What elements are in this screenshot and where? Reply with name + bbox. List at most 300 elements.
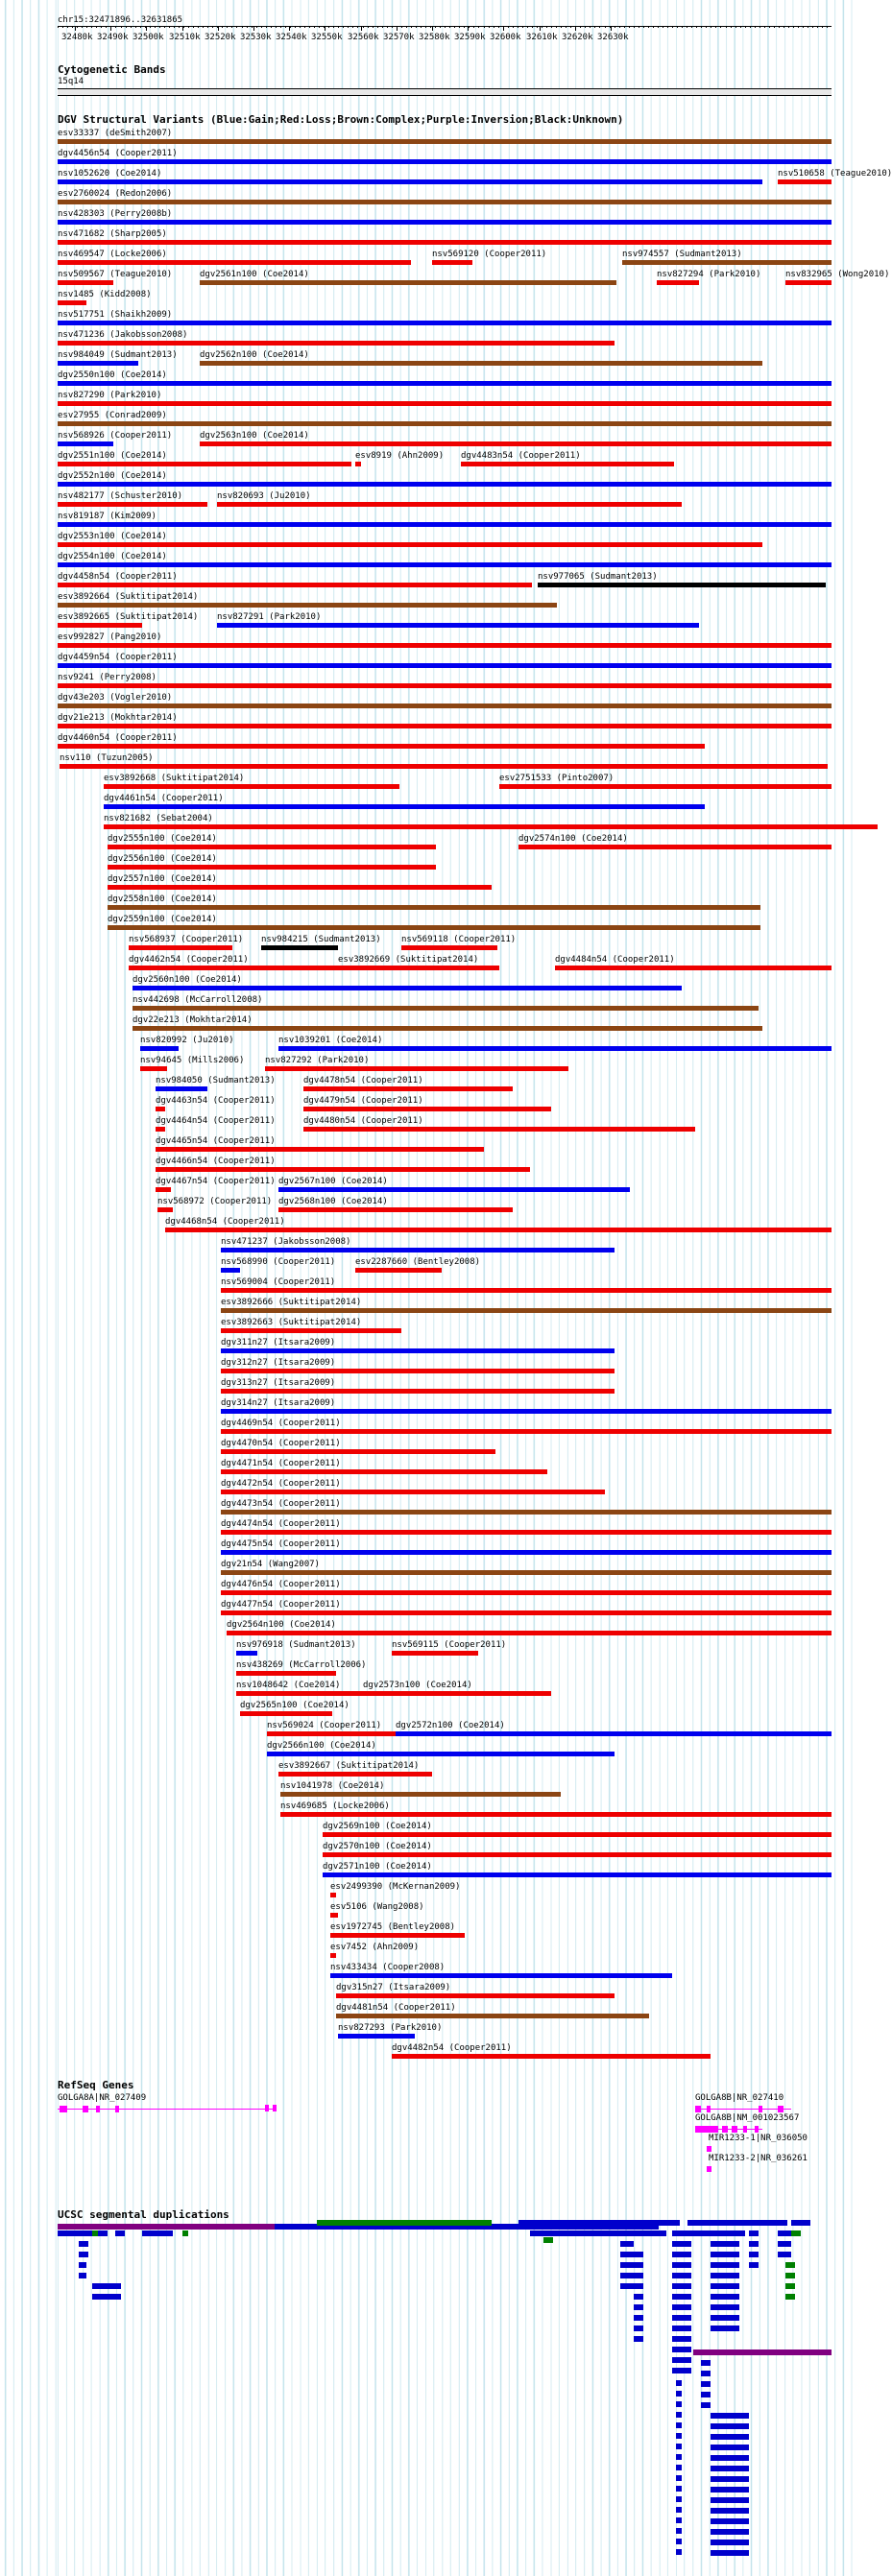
segdup-feature[interactable] (672, 2304, 691, 2310)
segdup-feature[interactable] (672, 2326, 691, 2331)
variant-bar[interactable] (108, 865, 436, 870)
segdup-feature[interactable] (711, 2413, 749, 2419)
variant-label[interactable]: nsv974557 (Sudmant2013) (622, 250, 742, 259)
variant-bar[interactable] (323, 1832, 832, 1837)
variant-label[interactable]: nsv568972 (Cooper2011) (157, 1197, 273, 1206)
variant-label[interactable]: nsv1041978 (Coe2014) (280, 1781, 385, 1791)
variant-bar[interactable] (221, 1570, 832, 1575)
variant-bar[interactable] (330, 1953, 336, 1958)
variant-label[interactable]: nsv984215 (Sudmant2013) (261, 935, 381, 944)
variant-label[interactable]: dgv4469n54 (Cooper2011) (221, 1419, 341, 1428)
variant-label[interactable]: nsv568937 (Cooper2011) (129, 935, 244, 944)
segdup-feature[interactable] (676, 2496, 682, 2502)
variant-label[interactable]: nsv471237 (Jakobsson2008) (221, 1237, 351, 1247)
variant-label[interactable]: nsv471682 (Sharp2005) (58, 229, 167, 239)
variant-bar[interactable] (133, 986, 682, 990)
variant-label[interactable]: dgv43e203 (Vogler2010) (58, 693, 173, 703)
segdup-feature[interactable] (672, 2336, 691, 2342)
variant-label[interactable]: dgv2555n100 (Coe2014) (108, 834, 217, 844)
variant-label[interactable]: nsv569118 (Cooper2011) (401, 935, 517, 944)
segdup-feature[interactable] (676, 2486, 682, 2492)
variant-bar[interactable] (58, 724, 832, 728)
segdup-feature[interactable] (634, 2336, 643, 2342)
segdup-feature[interactable] (711, 2550, 749, 2556)
variant-label[interactable]: dgv314n27 (Itsara2009) (221, 1398, 336, 1408)
segdup-feature[interactable] (676, 2433, 682, 2439)
segdup-feature[interactable] (711, 2315, 739, 2321)
segdup-feature[interactable] (518, 2220, 680, 2226)
variant-label[interactable]: dgv2565n100 (Coe2014) (240, 1701, 350, 1710)
variant-label[interactable]: dgv2562n100 (Coe2014) (200, 350, 309, 360)
variant-bar[interactable] (330, 1973, 672, 1978)
segdup-feature[interactable] (791, 2220, 810, 2226)
variant-label[interactable]: dgv4475n54 (Cooper2011) (221, 1539, 341, 1549)
variant-label[interactable]: dgv2558n100 (Coe2014) (108, 894, 217, 904)
variant-label[interactable]: dgv2561n100 (Coe2014) (200, 270, 309, 279)
variant-bar[interactable] (58, 220, 832, 225)
variant-bar[interactable] (58, 240, 832, 245)
variant-label[interactable]: nsv469685 (Locke2006) (280, 1801, 390, 1811)
segdup-feature[interactable] (672, 2262, 691, 2268)
variant-bar[interactable] (58, 341, 615, 346)
gene-exon[interactable] (273, 2105, 277, 2111)
gene-exon[interactable] (778, 2106, 784, 2112)
variant-bar[interactable] (58, 542, 762, 547)
variant-label[interactable]: nsv568990 (Cooper2011) (221, 1257, 336, 1267)
variant-bar[interactable] (363, 1691, 551, 1696)
variant-bar[interactable] (58, 482, 832, 487)
segdup-feature[interactable] (676, 2412, 682, 2418)
gene-exon[interactable] (732, 2126, 737, 2133)
variant-label[interactable]: nsv827292 (Park2010) (265, 1056, 370, 1065)
variant-bar[interactable] (221, 1308, 832, 1313)
variant-label[interactable]: nsv832965 (Wong2010) (785, 270, 890, 279)
variant-bar[interactable] (58, 744, 705, 749)
variant-label[interactable]: nsv568926 (Cooper2011) (58, 431, 173, 441)
gene-exon[interactable] (83, 2106, 88, 2112)
segdup-feature[interactable] (79, 2262, 86, 2268)
segdup-feature[interactable] (711, 2294, 739, 2300)
variant-label[interactable]: dgv2553n100 (Coe2014) (58, 532, 167, 541)
variant-bar[interactable] (461, 462, 674, 466)
variant-label[interactable]: nsv9241 (Perry2008) (58, 673, 157, 682)
variant-label[interactable]: dgv4478n54 (Cooper2011) (303, 1076, 423, 1085)
variant-label[interactable]: nsv569120 (Cooper2011) (432, 250, 547, 259)
segdup-feature[interactable] (620, 2273, 643, 2278)
variant-label[interactable]: esv2499390 (McKernan2009) (330, 1882, 461, 1892)
segdup-feature[interactable] (543, 2237, 553, 2243)
variant-label[interactable]: esv3892665 (Suktitipat2014) (58, 612, 199, 622)
variant-label[interactable]: dgv2554n100 (Coe2014) (58, 552, 167, 561)
variant-bar[interactable] (58, 361, 138, 366)
variant-label[interactable]: dgv2551n100 (Coe2014) (58, 451, 167, 461)
variant-label[interactable]: dgv2563n100 (Coe2014) (200, 431, 309, 441)
cyto-track-title[interactable]: Cytogenetic Bands (58, 63, 166, 76)
variant-bar[interactable] (221, 1248, 615, 1252)
variant-label[interactable]: dgv2571n100 (Coe2014) (323, 1862, 432, 1872)
variant-bar[interactable] (392, 1651, 478, 1656)
variant-label[interactable]: dgv2574n100 (Coe2014) (518, 834, 628, 844)
variant-bar[interactable] (58, 462, 351, 466)
variant-bar[interactable] (58, 441, 113, 446)
variant-bar[interactable] (156, 1187, 171, 1192)
variant-label[interactable]: nsv110 (Tuzun2005) (60, 753, 154, 763)
variant-bar[interactable] (217, 623, 699, 628)
variant-bar[interactable] (58, 300, 86, 305)
variant-bar[interactable] (278, 1772, 432, 1777)
segdup-feature[interactable] (711, 2304, 739, 2310)
variant-bar[interactable] (338, 2034, 415, 2039)
variant-bar[interactable] (221, 1610, 832, 1615)
gene-intron-line[interactable] (58, 2109, 277, 2110)
variant-label[interactable]: nsv569004 (Cooper2011) (221, 1277, 336, 1287)
segdup-feature[interactable] (634, 2315, 643, 2321)
variant-bar[interactable] (267, 1752, 615, 1756)
variant-bar[interactable] (104, 804, 705, 809)
variant-bar[interactable] (323, 1872, 832, 1877)
segdup-feature[interactable] (749, 2230, 759, 2236)
variant-bar[interactable] (58, 522, 832, 527)
segdup-feature[interactable] (711, 2487, 749, 2493)
segdup-feature[interactable] (672, 2230, 711, 2236)
variant-label[interactable]: esv2760024 (Redon2006) (58, 189, 173, 199)
variant-bar[interactable] (303, 1086, 513, 1091)
variant-label[interactable]: dgv2570n100 (Coe2014) (323, 1842, 432, 1851)
variant-bar[interactable] (108, 905, 760, 910)
variant-label[interactable]: dgv313n27 (Itsara2009) (221, 1378, 336, 1388)
segdup-feature[interactable] (92, 2294, 121, 2300)
variant-bar[interactable] (133, 1006, 759, 1011)
variant-label[interactable]: nsv977065 (Sudmant2013) (538, 572, 658, 582)
variant-bar[interactable] (278, 1207, 513, 1212)
variant-label[interactable]: nsv820992 (Ju2010) (140, 1036, 234, 1045)
variant-bar[interactable] (156, 1086, 207, 1091)
variant-bar[interactable] (58, 643, 832, 648)
segdup-feature[interactable] (785, 2294, 795, 2300)
segdup-feature[interactable] (693, 2349, 832, 2355)
segdup-feature[interactable] (778, 2230, 791, 2236)
segdup-feature[interactable] (672, 2252, 691, 2257)
variant-bar[interactable] (108, 845, 436, 849)
variant-bar[interactable] (355, 462, 361, 466)
variant-bar[interactable] (303, 1127, 695, 1132)
segdup-feature[interactable] (58, 2230, 108, 2236)
segdup-feature[interactable] (701, 2402, 711, 2408)
segdup-feature[interactable] (711, 2423, 749, 2429)
variant-bar[interactable] (58, 663, 832, 668)
variant-bar[interactable] (330, 1933, 465, 1938)
segdup-feature[interactable] (711, 2455, 749, 2461)
segdup-feature[interactable] (672, 2357, 691, 2363)
segdup-feature[interactable] (711, 2273, 739, 2278)
variant-label[interactable]: nsv509567 (Teague2010) (58, 270, 173, 279)
variant-label[interactable]: nsv827294 (Park2010) (657, 270, 761, 279)
variant-label[interactable]: esv1972745 (Bentley2008) (330, 1922, 456, 1932)
segdup-feature[interactable] (676, 2380, 682, 2386)
variant-bar[interactable] (338, 966, 499, 970)
variant-label[interactable]: dgv4472n54 (Cooper2011) (221, 1479, 341, 1489)
gene-exon[interactable] (759, 2106, 762, 2112)
variant-label[interactable]: esv3892666 (Suktitipat2014) (221, 1298, 362, 1307)
variant-label[interactable]: dgv21e213 (Mokhtar2014) (58, 713, 178, 723)
variant-label[interactable]: nsv471236 (Jakobsson2008) (58, 330, 188, 340)
variant-label[interactable]: dgv2566n100 (Coe2014) (267, 1741, 376, 1751)
gene-label[interactable]: MIR1233-1|NR_036050 (709, 2134, 808, 2143)
cyto-band[interactable] (58, 88, 832, 96)
segdup-feature[interactable] (711, 2529, 749, 2535)
segdup-feature[interactable] (676, 2549, 682, 2555)
variant-bar[interactable] (156, 1147, 484, 1152)
segdup-feature[interactable] (672, 2273, 691, 2278)
segdup-feature[interactable] (79, 2273, 86, 2278)
variant-label[interactable]: nsv517751 (Shaikh2009) (58, 310, 173, 320)
variant-bar[interactable] (58, 381, 832, 386)
variant-label[interactable]: dgv2552n100 (Coe2014) (58, 471, 167, 481)
segdup-feature[interactable] (785, 2262, 795, 2268)
segdup-feature[interactable] (749, 2241, 759, 2247)
variant-label[interactable]: nsv510658 (Teague2010) (778, 169, 892, 179)
variant-bar[interactable] (280, 1812, 832, 1817)
variant-bar[interactable] (58, 159, 832, 164)
variant-bar[interactable] (221, 1590, 832, 1595)
segdup-feature[interactable] (672, 2368, 691, 2373)
gene-exon[interactable] (695, 2126, 718, 2133)
variant-bar[interactable] (221, 1469, 547, 1474)
variant-label[interactable]: esv992827 (Pang2010) (58, 632, 162, 642)
variant-bar[interactable] (392, 2054, 711, 2059)
gene-label[interactable]: MIR1233-2|NR_036261 (709, 2154, 808, 2163)
variant-label[interactable]: nsv827290 (Park2010) (58, 391, 162, 400)
segdup-feature[interactable] (711, 2262, 739, 2268)
variant-bar[interactable] (58, 704, 832, 708)
variant-bar[interactable] (129, 945, 232, 950)
variant-label[interactable]: dgv4470n54 (Cooper2011) (221, 1439, 341, 1448)
segdup-feature[interactable] (785, 2283, 795, 2289)
variant-bar[interactable] (221, 1288, 832, 1293)
segdup-feature[interactable] (620, 2262, 643, 2268)
segdup-feature[interactable] (672, 2315, 691, 2321)
variant-label[interactable]: esv8919 (Ahn2009) (355, 451, 445, 461)
variant-label[interactable]: dgv312n27 (Itsara2009) (221, 1358, 336, 1368)
variant-bar[interactable] (336, 2014, 649, 2018)
variant-label[interactable]: nsv984050 (Sudmant2013) (156, 1076, 276, 1085)
variant-label[interactable]: dgv2569n100 (Coe2014) (323, 1822, 432, 1831)
gene-label[interactable]: GOLGA8A|NR_027409 (58, 2093, 147, 2103)
variant-label[interactable]: dgv2559n100 (Coe2014) (108, 915, 217, 924)
variant-label[interactable]: dgv2573n100 (Coe2014) (363, 1681, 472, 1690)
variant-bar[interactable] (280, 1792, 561, 1797)
segdup-feature[interactable] (92, 2283, 121, 2289)
segdup-feature[interactable] (672, 2294, 691, 2300)
variant-bar[interactable] (58, 562, 832, 567)
variant-bar[interactable] (303, 1107, 551, 1111)
gene-exon[interactable] (115, 2106, 119, 2112)
segdup-feature[interactable] (791, 2230, 801, 2236)
variant-label[interactable]: dgv4480n54 (Cooper2011) (303, 1116, 423, 1126)
variant-label[interactable]: dgv4474n54 (Cooper2011) (221, 1519, 341, 1529)
segdup-feature[interactable] (687, 2220, 787, 2226)
variant-bar[interactable] (785, 280, 832, 285)
variant-bar[interactable] (555, 966, 832, 970)
variant-label[interactable]: esv33337 (deSmith2007) (58, 129, 173, 138)
segdup-feature[interactable] (701, 2371, 711, 2376)
variant-label[interactable]: nsv482177 (Schuster2010) (58, 491, 183, 501)
variant-bar[interactable] (221, 1348, 615, 1353)
variant-label[interactable]: dgv4464n54 (Cooper2011) (156, 1116, 276, 1126)
segdup-feature[interactable] (615, 2230, 666, 2236)
variant-bar[interactable] (657, 280, 699, 285)
variant-bar[interactable] (221, 1449, 495, 1454)
variant-label[interactable]: nsv827291 (Park2010) (217, 612, 322, 622)
segdup-feature[interactable] (79, 2252, 88, 2257)
gene-exon[interactable] (707, 2146, 711, 2152)
segdup-feature[interactable] (711, 2326, 739, 2331)
variant-bar[interactable] (165, 1228, 832, 1232)
variant-label[interactable]: dgv4456n54 (Cooper2011) (58, 149, 178, 158)
variant-label[interactable]: dgv4468n54 (Cooper2011) (165, 1217, 285, 1227)
segdup-feature[interactable] (701, 2360, 711, 2366)
variant-label[interactable]: dgv2572n100 (Coe2014) (396, 1721, 505, 1730)
gene-label[interactable]: GOLGA8B|NR_027410 (695, 2093, 784, 2103)
variant-label[interactable]: nsv1039201 (Coe2014) (278, 1036, 383, 1045)
variant-bar[interactable] (200, 280, 616, 285)
variant-bar[interactable] (401, 945, 497, 950)
segdup-feature[interactable] (778, 2241, 791, 2247)
variant-bar[interactable] (336, 1993, 615, 1998)
variant-bar[interactable] (58, 321, 832, 325)
variant-bar[interactable] (221, 1328, 401, 1333)
variant-label[interactable]: nsv976918 (Sudmant2013) (236, 1640, 356, 1650)
variant-bar[interactable] (58, 583, 532, 587)
variant-label[interactable]: dgv4484n54 (Cooper2011) (555, 955, 675, 965)
variant-bar[interactable] (58, 260, 411, 265)
variant-label[interactable]: dgv4460n54 (Cooper2011) (58, 733, 178, 743)
variant-bar[interactable] (227, 1631, 832, 1635)
segdup-feature[interactable] (530, 2230, 626, 2236)
segdup-feature[interactable] (711, 2230, 745, 2236)
segdup-feature[interactable] (711, 2540, 749, 2545)
variant-label[interactable]: esv3892664 (Suktitipat2014) (58, 592, 199, 602)
variant-bar[interactable] (58, 502, 207, 507)
variant-label[interactable]: esv7452 (Ahn2009) (330, 1943, 420, 1952)
segdup-feature[interactable] (778, 2252, 791, 2257)
variant-bar[interactable] (140, 1066, 167, 1071)
segdup-feature[interactable] (676, 2444, 682, 2449)
variant-bar[interactable] (778, 179, 832, 184)
variant-label[interactable]: nsv820693 (Ju2010) (217, 491, 311, 501)
gene-exon[interactable] (743, 2126, 747, 2133)
segdup-feature[interactable] (711, 2476, 749, 2482)
variant-label[interactable]: dgv2567n100 (Coe2014) (278, 1177, 388, 1186)
segdup-feature[interactable] (92, 2230, 98, 2236)
variant-bar[interactable] (518, 845, 832, 849)
variant-label[interactable]: dgv2560n100 (Coe2014) (133, 975, 242, 985)
variant-bar[interactable] (221, 1389, 615, 1394)
segdup-feature[interactable] (701, 2381, 711, 2387)
segdup-feature[interactable] (711, 2241, 739, 2247)
segdup-feature[interactable] (711, 2508, 749, 2514)
segdup-feature[interactable] (676, 2528, 682, 2534)
variant-bar[interactable] (58, 401, 832, 406)
segdup-feature[interactable] (711, 2497, 749, 2503)
variant-label[interactable]: esv2751533 (Pinto2007) (499, 774, 615, 783)
variant-label[interactable]: dgv4467n54 (Cooper2011) (156, 1177, 276, 1186)
segdup-feature[interactable] (711, 2434, 749, 2440)
variant-label[interactable]: dgv4473n54 (Cooper2011) (221, 1499, 341, 1509)
variant-label[interactable]: nsv442698 (McCarroll2008) (133, 995, 263, 1005)
variant-label[interactable]: nsv984049 (Sudmant2013) (58, 350, 178, 360)
variant-bar[interactable] (58, 421, 832, 426)
variant-label[interactable]: dgv315n27 (Itsara2009) (336, 1983, 451, 1992)
variant-label[interactable]: dgv4466n54 (Cooper2011) (156, 1157, 276, 1166)
variant-bar[interactable] (58, 139, 832, 144)
variant-label[interactable]: nsv1048642 (Coe2014) (236, 1681, 341, 1690)
variant-label[interactable]: nsv428303 (Perry2008b) (58, 209, 173, 219)
gene-exon[interactable] (707, 2166, 711, 2172)
segdup-feature[interactable] (634, 2304, 643, 2310)
variant-bar[interactable] (538, 583, 826, 587)
variant-label[interactable]: dgv4479n54 (Cooper2011) (303, 1096, 423, 1106)
variant-bar[interactable] (58, 623, 142, 628)
variant-label[interactable]: dgv4458n54 (Cooper2011) (58, 572, 178, 582)
variant-bar[interactable] (60, 764, 828, 769)
variant-label[interactable]: dgv4459n54 (Cooper2011) (58, 653, 178, 662)
variant-bar[interactable] (200, 361, 762, 366)
variant-bar[interactable] (108, 885, 492, 890)
variant-label[interactable]: dgv4477n54 (Cooper2011) (221, 1600, 341, 1610)
variant-bar[interactable] (58, 200, 832, 204)
segdup-feature[interactable] (672, 2347, 691, 2352)
variant-label[interactable]: esv2287660 (Bentley2008) (355, 1257, 481, 1267)
segdup-feature[interactable] (676, 2422, 682, 2428)
variant-label[interactable]: esv3892668 (Suktitipat2014) (104, 774, 245, 783)
variant-label[interactable]: nsv94645 (Mills2006) (140, 1056, 245, 1065)
variant-bar[interactable] (58, 179, 762, 184)
variant-bar[interactable] (432, 260, 472, 265)
segdup-feature[interactable] (676, 2475, 682, 2481)
variant-label[interactable]: nsv819187 (Kim2009) (58, 512, 157, 521)
variant-bar[interactable] (129, 966, 338, 970)
dgv-track-title[interactable]: DGV Structural Variants (Blue:Gain;Red:Loss;Brown:Complex;Purple:Inversion;Black:Unknown) (58, 113, 624, 126)
variant-label[interactable]: esv3892669 (Suktitipat2014) (338, 955, 479, 965)
variant-label[interactable]: esv27955 (Conrad2009) (58, 411, 167, 420)
variant-label[interactable]: nsv569115 (Cooper2011) (392, 1640, 507, 1650)
variant-label[interactable]: dgv2556n100 (Coe2014) (108, 854, 217, 864)
variant-label[interactable]: dgv4462n54 (Cooper2011) (129, 955, 249, 965)
variant-bar[interactable] (221, 1530, 832, 1535)
segdup-feature[interactable] (115, 2230, 125, 2236)
segdup-feature[interactable] (676, 2401, 682, 2407)
segdup-feature[interactable] (672, 2283, 691, 2289)
variant-label[interactable]: dgv2564n100 (Coe2014) (227, 1620, 336, 1630)
variant-bar[interactable] (156, 1127, 165, 1132)
variant-label[interactable]: nsv469547 (Locke2006) (58, 250, 167, 259)
segdup-feature[interactable] (711, 2466, 749, 2471)
variant-label[interactable]: dgv2557n100 (Coe2014) (108, 874, 217, 884)
segdup-feature[interactable] (58, 2224, 275, 2230)
variant-bar[interactable] (157, 1207, 173, 1212)
segdup-feature[interactable] (317, 2220, 492, 2226)
variant-label[interactable]: esv3892667 (Suktitipat2014) (278, 1761, 420, 1771)
variant-label[interactable]: dgv22e213 (Mokhtar2014) (133, 1015, 253, 1025)
variant-label[interactable]: dgv4461n54 (Cooper2011) (104, 794, 224, 803)
variant-bar[interactable] (499, 784, 832, 789)
variant-bar[interactable] (217, 502, 682, 507)
segdup-feature[interactable] (749, 2262, 759, 2268)
variant-bar[interactable] (133, 1026, 762, 1031)
variant-bar[interactable] (261, 945, 338, 950)
segdup-feature[interactable] (79, 2241, 88, 2247)
